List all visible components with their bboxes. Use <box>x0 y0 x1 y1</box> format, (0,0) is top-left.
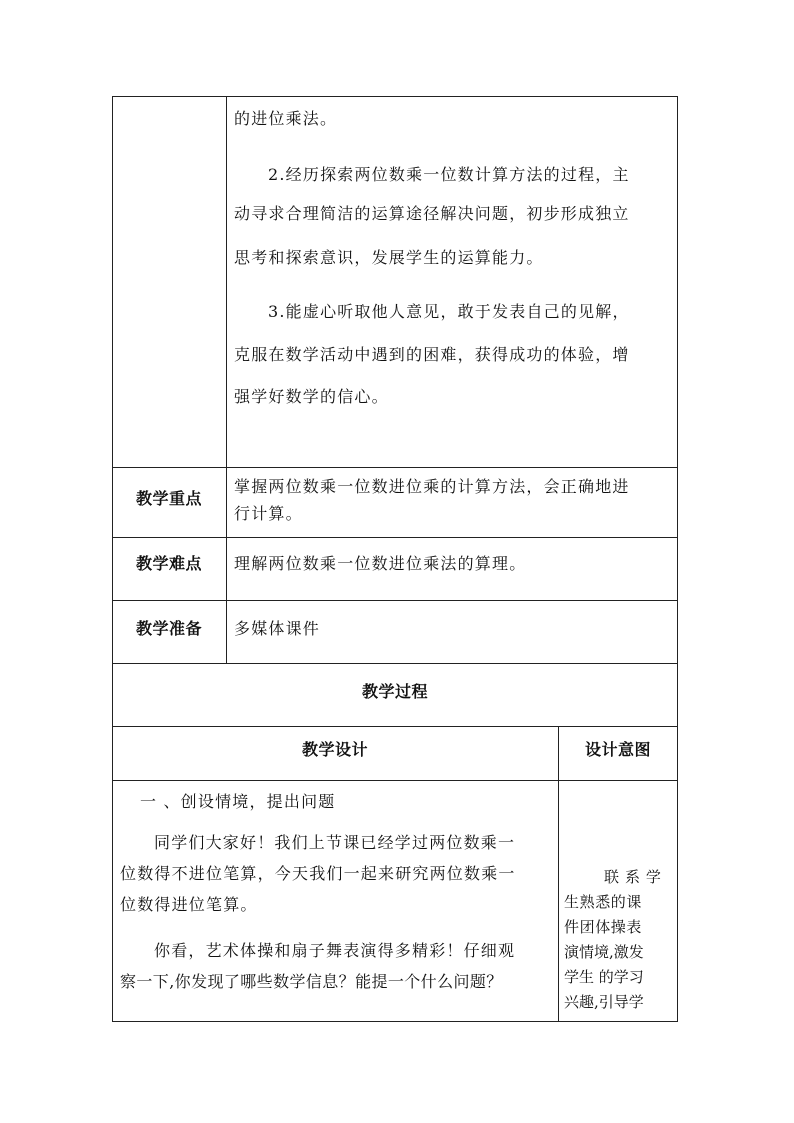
intent-line: 件团体操表 <box>564 918 643 936</box>
objective-2-line: 2.经历探索两位数乘一位数计算方法的过程，主 <box>268 165 630 184</box>
paragraph-line: 同学们大家好！我们上节课已经学过两位数乘一 <box>154 833 516 852</box>
paragraph-line: 察一下,你发现了哪些数学信息？能提一个什么问题？ <box>120 972 503 991</box>
row-divider <box>112 467 678 468</box>
intent-line: 演情境,激发 <box>564 943 644 961</box>
row-divider <box>112 600 678 601</box>
difficulty-text: 理解两位数乘一位数进位乘法的算理。 <box>234 554 527 573</box>
key-point-line: 行计算。 <box>234 504 303 523</box>
paragraph-line: 位数得进位笔算。 <box>120 895 258 914</box>
preparation-text: 多媒体课件 <box>234 619 321 638</box>
intent-line: 学生 的学习 <box>564 968 644 986</box>
intent-line: 兴趣,引导学 <box>564 993 644 1011</box>
row-divider <box>112 726 678 727</box>
key-point-line: 掌握两位数乘一位数进位乘的计算方法，会正确地进 <box>234 477 630 496</box>
intent-column-divider <box>558 726 559 1022</box>
label-column-divider <box>226 96 227 663</box>
paragraph-line: 位数得不进位笔算，今天我们一起来研究两位数乘一 <box>120 864 516 883</box>
intent-column-header: 设计意图 <box>584 740 651 759</box>
intent-line: 联 系 学 <box>604 868 662 886</box>
row-divider <box>112 780 678 781</box>
objective-2-line: 思考和探索意识，发展学生的运算能力。 <box>234 248 544 267</box>
design-column-header: 教学设计 <box>301 740 368 759</box>
section-heading: 一 、创设情境，提出问题 <box>140 792 336 811</box>
key-point-label: 教学重点 <box>135 489 202 508</box>
row-divider <box>112 537 678 538</box>
process-title: 教学过程 <box>361 682 428 701</box>
objective-3-line: 3.能虚心听取他人意见，敢于发表自己的见解， <box>268 302 630 321</box>
objective-3-line: 强学好数学的信心。 <box>234 387 389 406</box>
objective-2-line: 动寻求合理简洁的运算途径解决问题，初步形成独立 <box>234 204 630 223</box>
paragraph-line: 你看，艺术体操和扇子舞表演得多精彩！仔细观 <box>154 941 516 960</box>
preparation-label: 教学准备 <box>135 619 202 638</box>
intent-line: 生熟悉的课 <box>564 893 643 911</box>
objective-3-line: 克服在数学活动中遇到的困难，获得成功的体验，增 <box>234 345 630 364</box>
difficulty-label: 教学难点 <box>135 554 202 573</box>
row-divider <box>112 663 678 664</box>
objectives-line: 的进位乘法。 <box>234 109 338 128</box>
